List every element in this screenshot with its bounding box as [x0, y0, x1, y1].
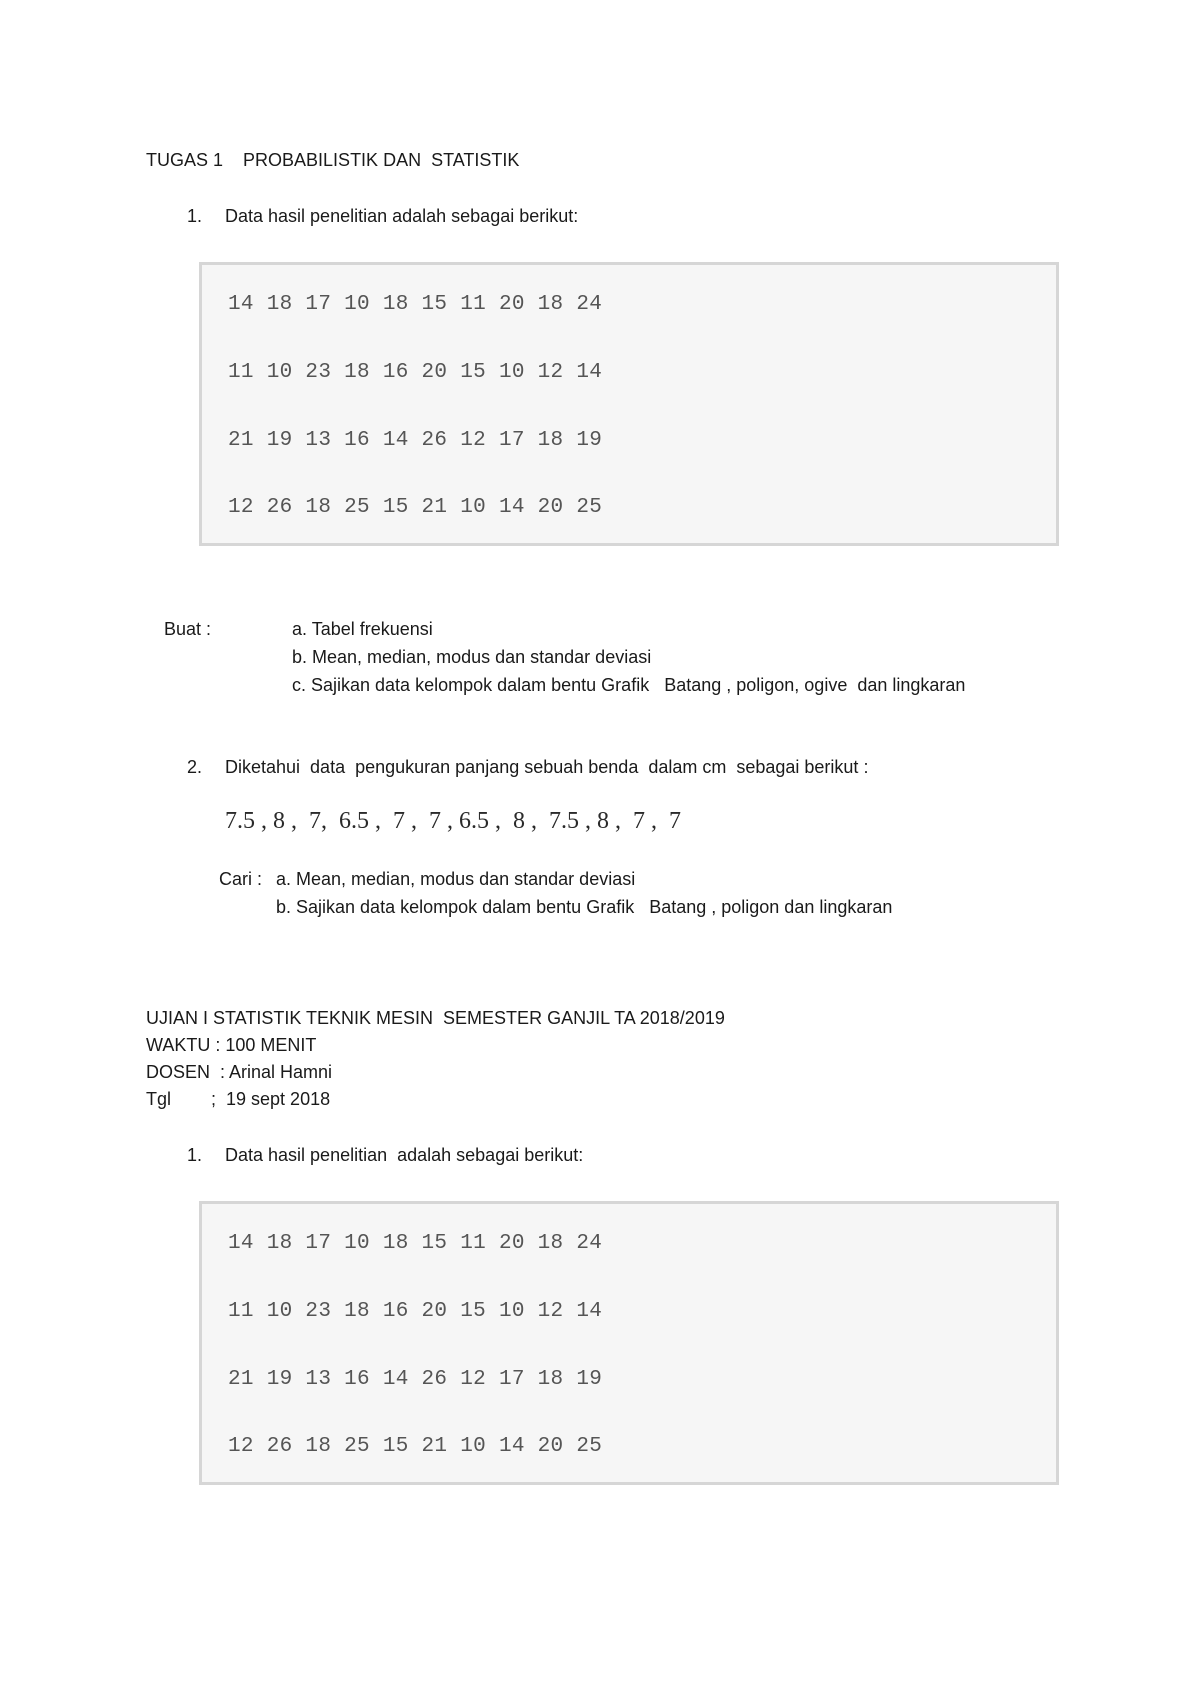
task-item: a. Mean, median, modus dan standar deviasi — [276, 869, 636, 889]
question-text: Data hasil penelitian adalah sebagai berikut: — [225, 1145, 584, 1165]
question-text: Diketahui data pengukuran panjang sebuah benda dalam cm sebagai berikut : — [225, 757, 869, 777]
exam-header-line: Tgl ; 19 sept 2018 — [146, 1089, 331, 1109]
document-title: TUGAS 1 PROBABILISTIK DAN STATISTIK — [146, 150, 520, 170]
task-item: b. Sajikan data kelompok dalam bentu Grafik Batang , poligon dan lingkaran — [276, 897, 893, 917]
data-row: 21 19 13 16 14 26 12 17 18 19 — [228, 1368, 603, 1391]
task-item: a. Tabel frekuensi — [292, 619, 433, 639]
exam-header-line: WAKTU : 100 MENIT — [146, 1035, 317, 1055]
question-number: 1. — [187, 206, 203, 226]
exam-header-line: UJIAN I STATISTIK TEKNIK MESIN SEMESTER GANJIL TA 2018/2019 — [146, 1008, 725, 1028]
cari-label: Cari : — [219, 869, 263, 889]
exam-header-line: DOSEN : Arinal Hamni — [146, 1062, 333, 1082]
measurement-values: 7.5 , 8 , 7, 6.5 , 7 , 7 , 6.5 , 8 , 7.5 , 8 , 7 , 7 — [225, 808, 681, 834]
task-item: c. Sajikan data kelompok dalam bentu Grafik Batang , poligon, ogive dan lingkaran — [292, 675, 966, 695]
data-box — [199, 262, 1059, 546]
task-item: b. Mean, median, modus dan standar deviasi — [292, 647, 652, 667]
data-row: 11 10 23 18 16 20 15 10 12 14 — [228, 361, 603, 384]
data-row: 14 18 17 10 18 15 11 20 18 24 — [228, 1232, 603, 1255]
question-text: Data hasil penelitian adalah sebagai berikut: — [225, 206, 579, 226]
data-row: 12 26 18 25 15 21 10 14 20 25 — [228, 496, 603, 519]
question-number: 2. — [187, 757, 203, 777]
data-row: 11 10 23 18 16 20 15 10 12 14 — [228, 1300, 603, 1323]
data-row: 21 19 13 16 14 26 12 17 18 19 — [228, 429, 603, 452]
question-number: 1. — [187, 1145, 203, 1165]
data-row: 12 26 18 25 15 21 10 14 20 25 — [228, 1435, 603, 1458]
buat-label: Buat : — [164, 619, 212, 639]
data-row: 14 18 17 10 18 15 11 20 18 24 — [228, 293, 603, 316]
data-box — [199, 1201, 1059, 1485]
